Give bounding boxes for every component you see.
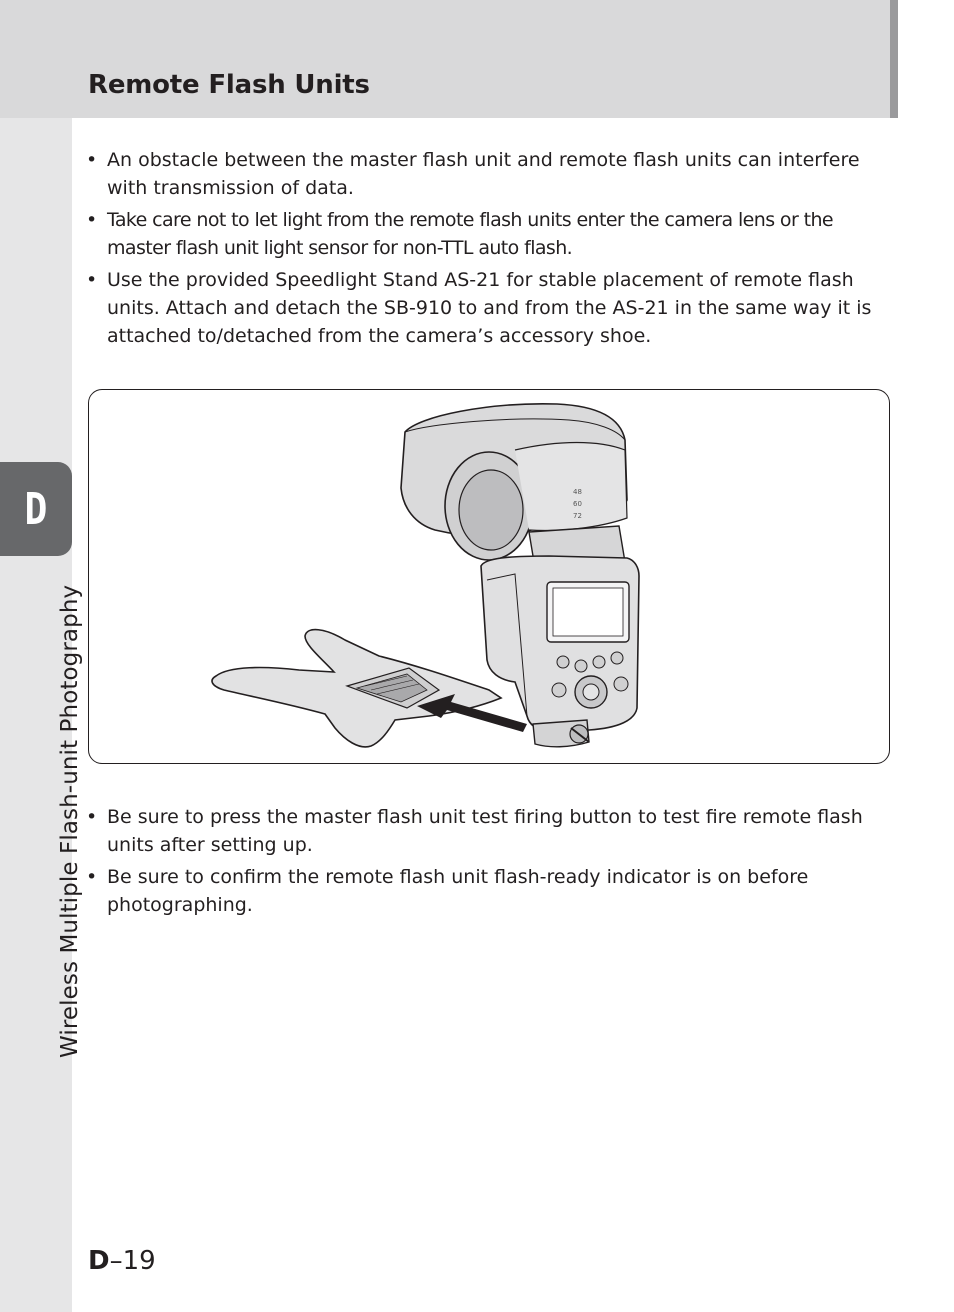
list-item [86,863,886,919]
list-item-text: Use the provided Speedlight Stand AS-21 for stable placement of remote flash units. Attach and detach the SB-910 to and from the AS-21 in the same way it is attached to/detached from the camera’s accessory shoe. [107,269,872,347]
page-number [88,1246,156,1276]
bullet-icon: • [86,866,98,888]
zoom-mark-60: 60 [573,500,582,508]
list-item [86,146,886,202]
page-title: Remote Flash Units [88,70,370,100]
page-number-letter: D [88,1246,110,1276]
bullet-icon: • [86,269,98,291]
page-number-value: –19 [109,1246,156,1276]
zoom-mark-72: 72 [573,512,582,520]
header-band [0,0,894,118]
bullet-icon: • [86,806,98,828]
bullet-list-bottom [86,803,886,923]
list-item-text: Be sure to confirm the remote flash unit flash-ready indicator is on before photographing. [107,866,809,916]
chapter-tab[interactable] [0,462,72,556]
speedlight-stand-drawing [212,630,501,747]
list-item [86,266,886,350]
flash-on-stand-illustration [89,390,889,763]
bullet-icon: • [86,209,98,231]
zoom-mark-48: 48 [573,488,582,496]
list-item [86,206,886,262]
bullet-list-top [86,146,886,354]
header-edge-shadow [890,0,898,118]
bullet-icon: • [86,149,98,171]
figure-box [88,389,890,764]
list-item-text: Be sure to press the master flash unit test firing button to test fire remote flash units after setting up. [107,806,863,856]
list-item-text: Take care not to let light from the remote flash units enter the camera lens or the master flash unit light sensor for non-TTL auto flash. [107,209,833,259]
list-item [86,803,886,859]
section-side-label: Wireless Multiple Flash-unit Photography [57,584,83,1058]
chapter-tab-letter: D [24,483,48,535]
list-item-text: An obstacle between the master flash unit and remote flash units can interfere with transmission of data. [107,149,860,199]
